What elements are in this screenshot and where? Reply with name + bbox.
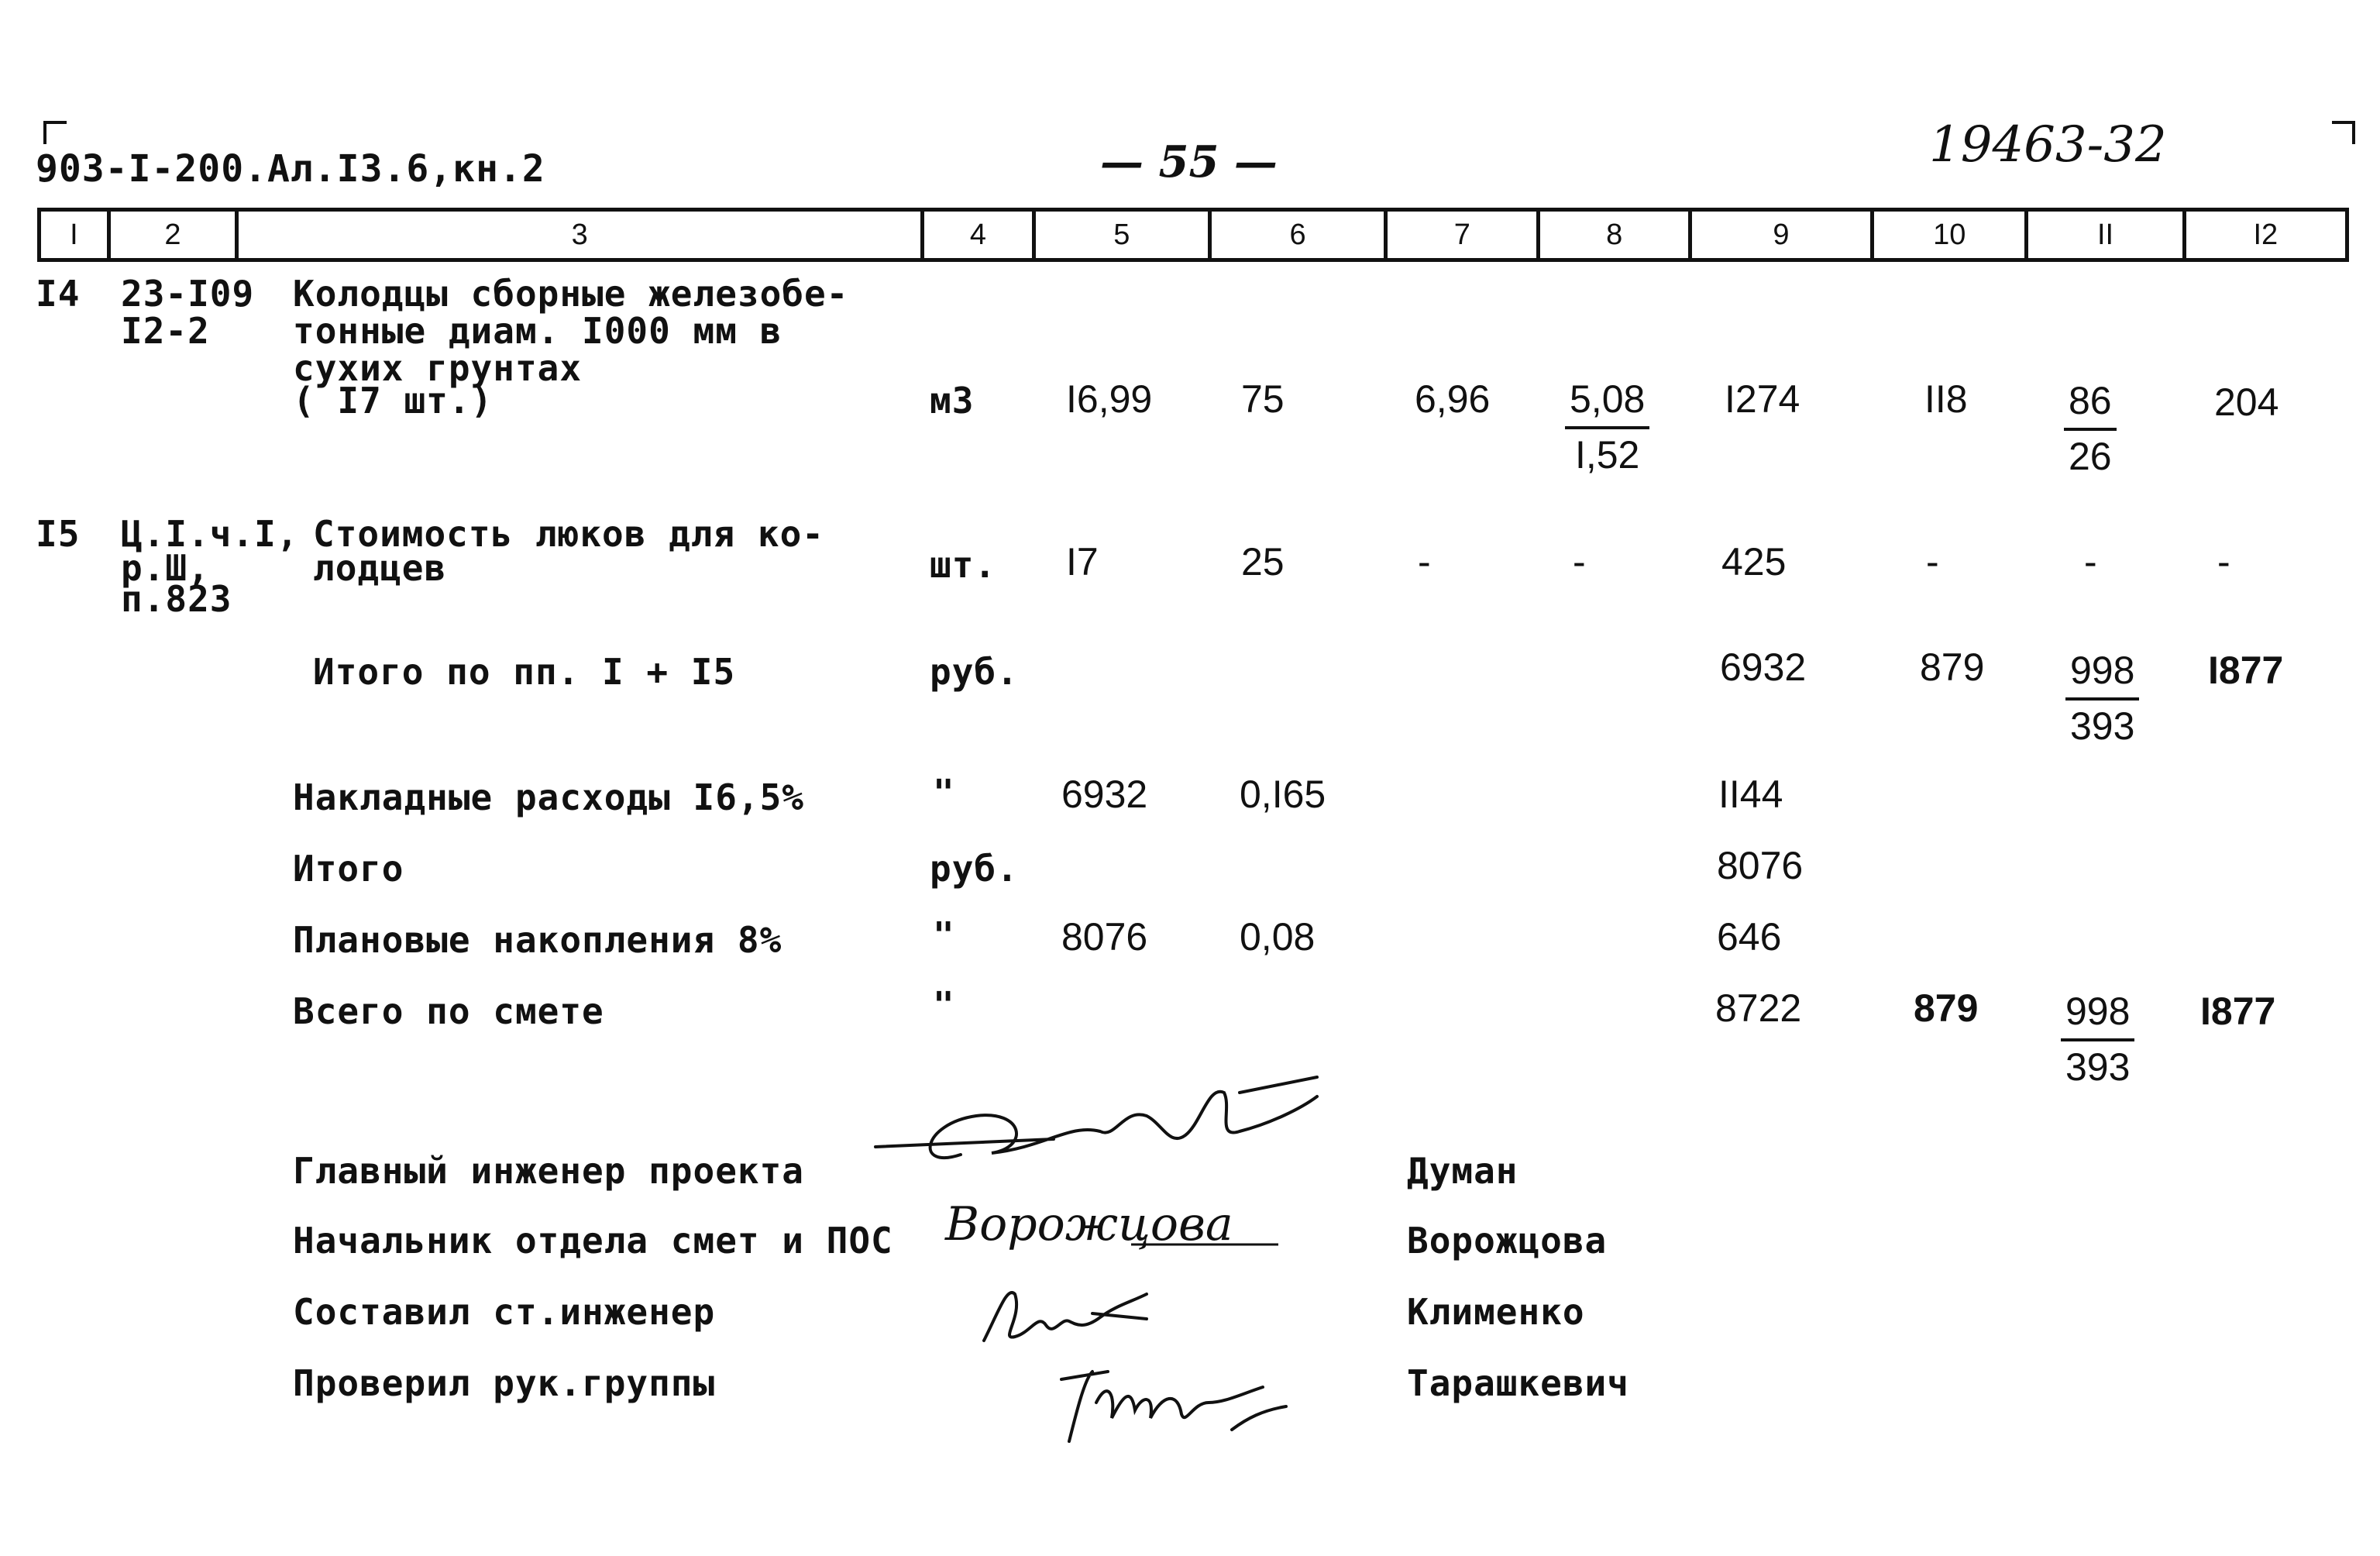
column-header: 6 [1212, 212, 1388, 258]
column-header: 2 [111, 212, 239, 258]
column-header: 8 [1540, 212, 1691, 258]
cell-col9: II44 [1718, 773, 1783, 816]
cell-col10: II8 [1924, 377, 1968, 421]
cell-col9: 8722 [1715, 986, 1802, 1030]
column-header: 9 [1692, 212, 1874, 258]
cell-col12: I877 [2208, 649, 2284, 692]
cell-col11-fraction [2065, 648, 2139, 749]
column-header: II [2028, 212, 2186, 258]
signature-scribble [868, 1062, 1333, 1186]
cell-col10: 879 [1914, 986, 1979, 1030]
cell-col11-fraction [2061, 989, 2134, 1090]
total-label: Накладные расходы I6,5% [293, 776, 804, 818]
corner-mark-left [43, 121, 67, 144]
unit-cell: м3 [930, 380, 975, 422]
unit-cell: руб. [930, 651, 1019, 693]
cell-col5: 6932 [1061, 773, 1148, 816]
cell-col6: 75 [1241, 377, 1285, 421]
total-label: Всего по смете [293, 990, 604, 1032]
signature-scribble [1054, 1348, 1302, 1457]
fraction-top: 5,08 [1565, 377, 1649, 429]
signature-role: Составил ст.инженер [293, 1291, 716, 1333]
cell-col5: 8076 [1061, 915, 1148, 959]
column-header-bar [37, 208, 2349, 262]
cell-col7: 6,96 [1415, 377, 1491, 421]
fraction-bottom: 393 [2070, 704, 2135, 748]
archive-number: 19463-32 [1929, 116, 2167, 174]
signature-name: Думан [1407, 1150, 1518, 1192]
unit-cell: " [933, 914, 955, 956]
cell-col10: 879 [1920, 645, 1985, 689]
description-line: Стоимость люков для ко- [313, 513, 824, 555]
cell-col11-fraction [2064, 378, 2117, 479]
cell-col9: I274 [1725, 377, 1800, 421]
norm-code-line: Ц.I.ч.I, [121, 513, 299, 555]
description-line: сухих грунтах [293, 347, 583, 389]
cell-col10: - [1926, 540, 1939, 584]
cell-col6: 0,I65 [1240, 773, 1326, 816]
column-header: 5 [1036, 212, 1212, 258]
fraction-top: 998 [2061, 989, 2134, 1041]
cell-col9: 8076 [1717, 844, 1804, 887]
norm-code-line: 23-I09 [121, 273, 255, 315]
unit-cell: руб. [930, 848, 1019, 890]
column-header: 7 [1388, 212, 1540, 258]
signature-scribble [968, 1271, 1170, 1356]
cell-col8: - [1573, 540, 1586, 584]
cell-col12: 204 [2214, 380, 2279, 424]
cell-col12: - [2217, 540, 2230, 584]
description-line: Колодцы сборные железобе- [293, 273, 849, 315]
doc-code: 903-I-200.Ал.I3.6,кн.2 [36, 147, 545, 191]
column-header: 10 [1874, 212, 2028, 258]
cell-col5: I6,99 [1066, 377, 1153, 421]
cell-col7: - [1418, 540, 1431, 584]
cell-col8-fraction [1565, 377, 1649, 477]
unit-cell: " [933, 984, 955, 1026]
description-line: тонные диам. I000 мм в [293, 310, 782, 352]
signature-scribble [937, 1193, 1294, 1255]
svg-text:Ворожцова: Ворожцова [945, 1197, 1233, 1251]
cell-col9: 6932 [1720, 645, 1807, 689]
row-number: I4 [36, 273, 81, 315]
total-label: Итого по пп. I + I5 [313, 651, 736, 693]
cell-col6: 25 [1241, 540, 1285, 584]
fraction-bottom: 26 [2069, 435, 2112, 478]
cell-col6: 0,08 [1240, 915, 1316, 959]
norm-code-line: р.Ш, [121, 547, 210, 589]
cell-col9: 646 [1717, 915, 1782, 959]
norm-code-line: I2-2 [121, 310, 210, 352]
signature-role: Проверил рук.группы [293, 1362, 716, 1404]
description-line: ( I7 шт.) [293, 380, 494, 422]
fraction-bottom: 393 [2065, 1045, 2131, 1089]
column-header: 3 [239, 212, 924, 258]
unit-cell: шт. [930, 544, 997, 586]
fraction-bottom: I,52 [1574, 433, 1640, 477]
column-header: 4 [924, 212, 1036, 258]
unit-cell: " [933, 772, 955, 814]
corner-mark-right [2332, 121, 2355, 144]
cell-col12: I877 [2200, 990, 2276, 1033]
signature-name: Тарашкевич [1407, 1362, 1629, 1404]
total-label: Плановые накопления 8% [293, 919, 782, 961]
fraction-top: 998 [2065, 648, 2139, 701]
page-number: — 55 — [1100, 136, 1278, 188]
description-line: лодцев [313, 547, 447, 589]
column-header: I2 [2253, 219, 2279, 251]
cell-col5: I7 [1066, 540, 1099, 584]
signature-role: Начальник отдела смет и ПОС [293, 1220, 893, 1262]
norm-code-line: п.823 [121, 578, 232, 620]
cell-col9: 425 [1721, 540, 1787, 584]
total-label: Итого [293, 848, 404, 890]
cell-col11: - [2084, 540, 2097, 584]
row-number: I5 [36, 513, 81, 555]
column-header: I [41, 212, 111, 258]
fraction-top: 86 [2064, 378, 2117, 431]
signature-role: Главный инженер проекта [293, 1150, 804, 1192]
signature-name: Клименко [1407, 1291, 1585, 1333]
signature-name: Ворожцова [1407, 1220, 1608, 1262]
